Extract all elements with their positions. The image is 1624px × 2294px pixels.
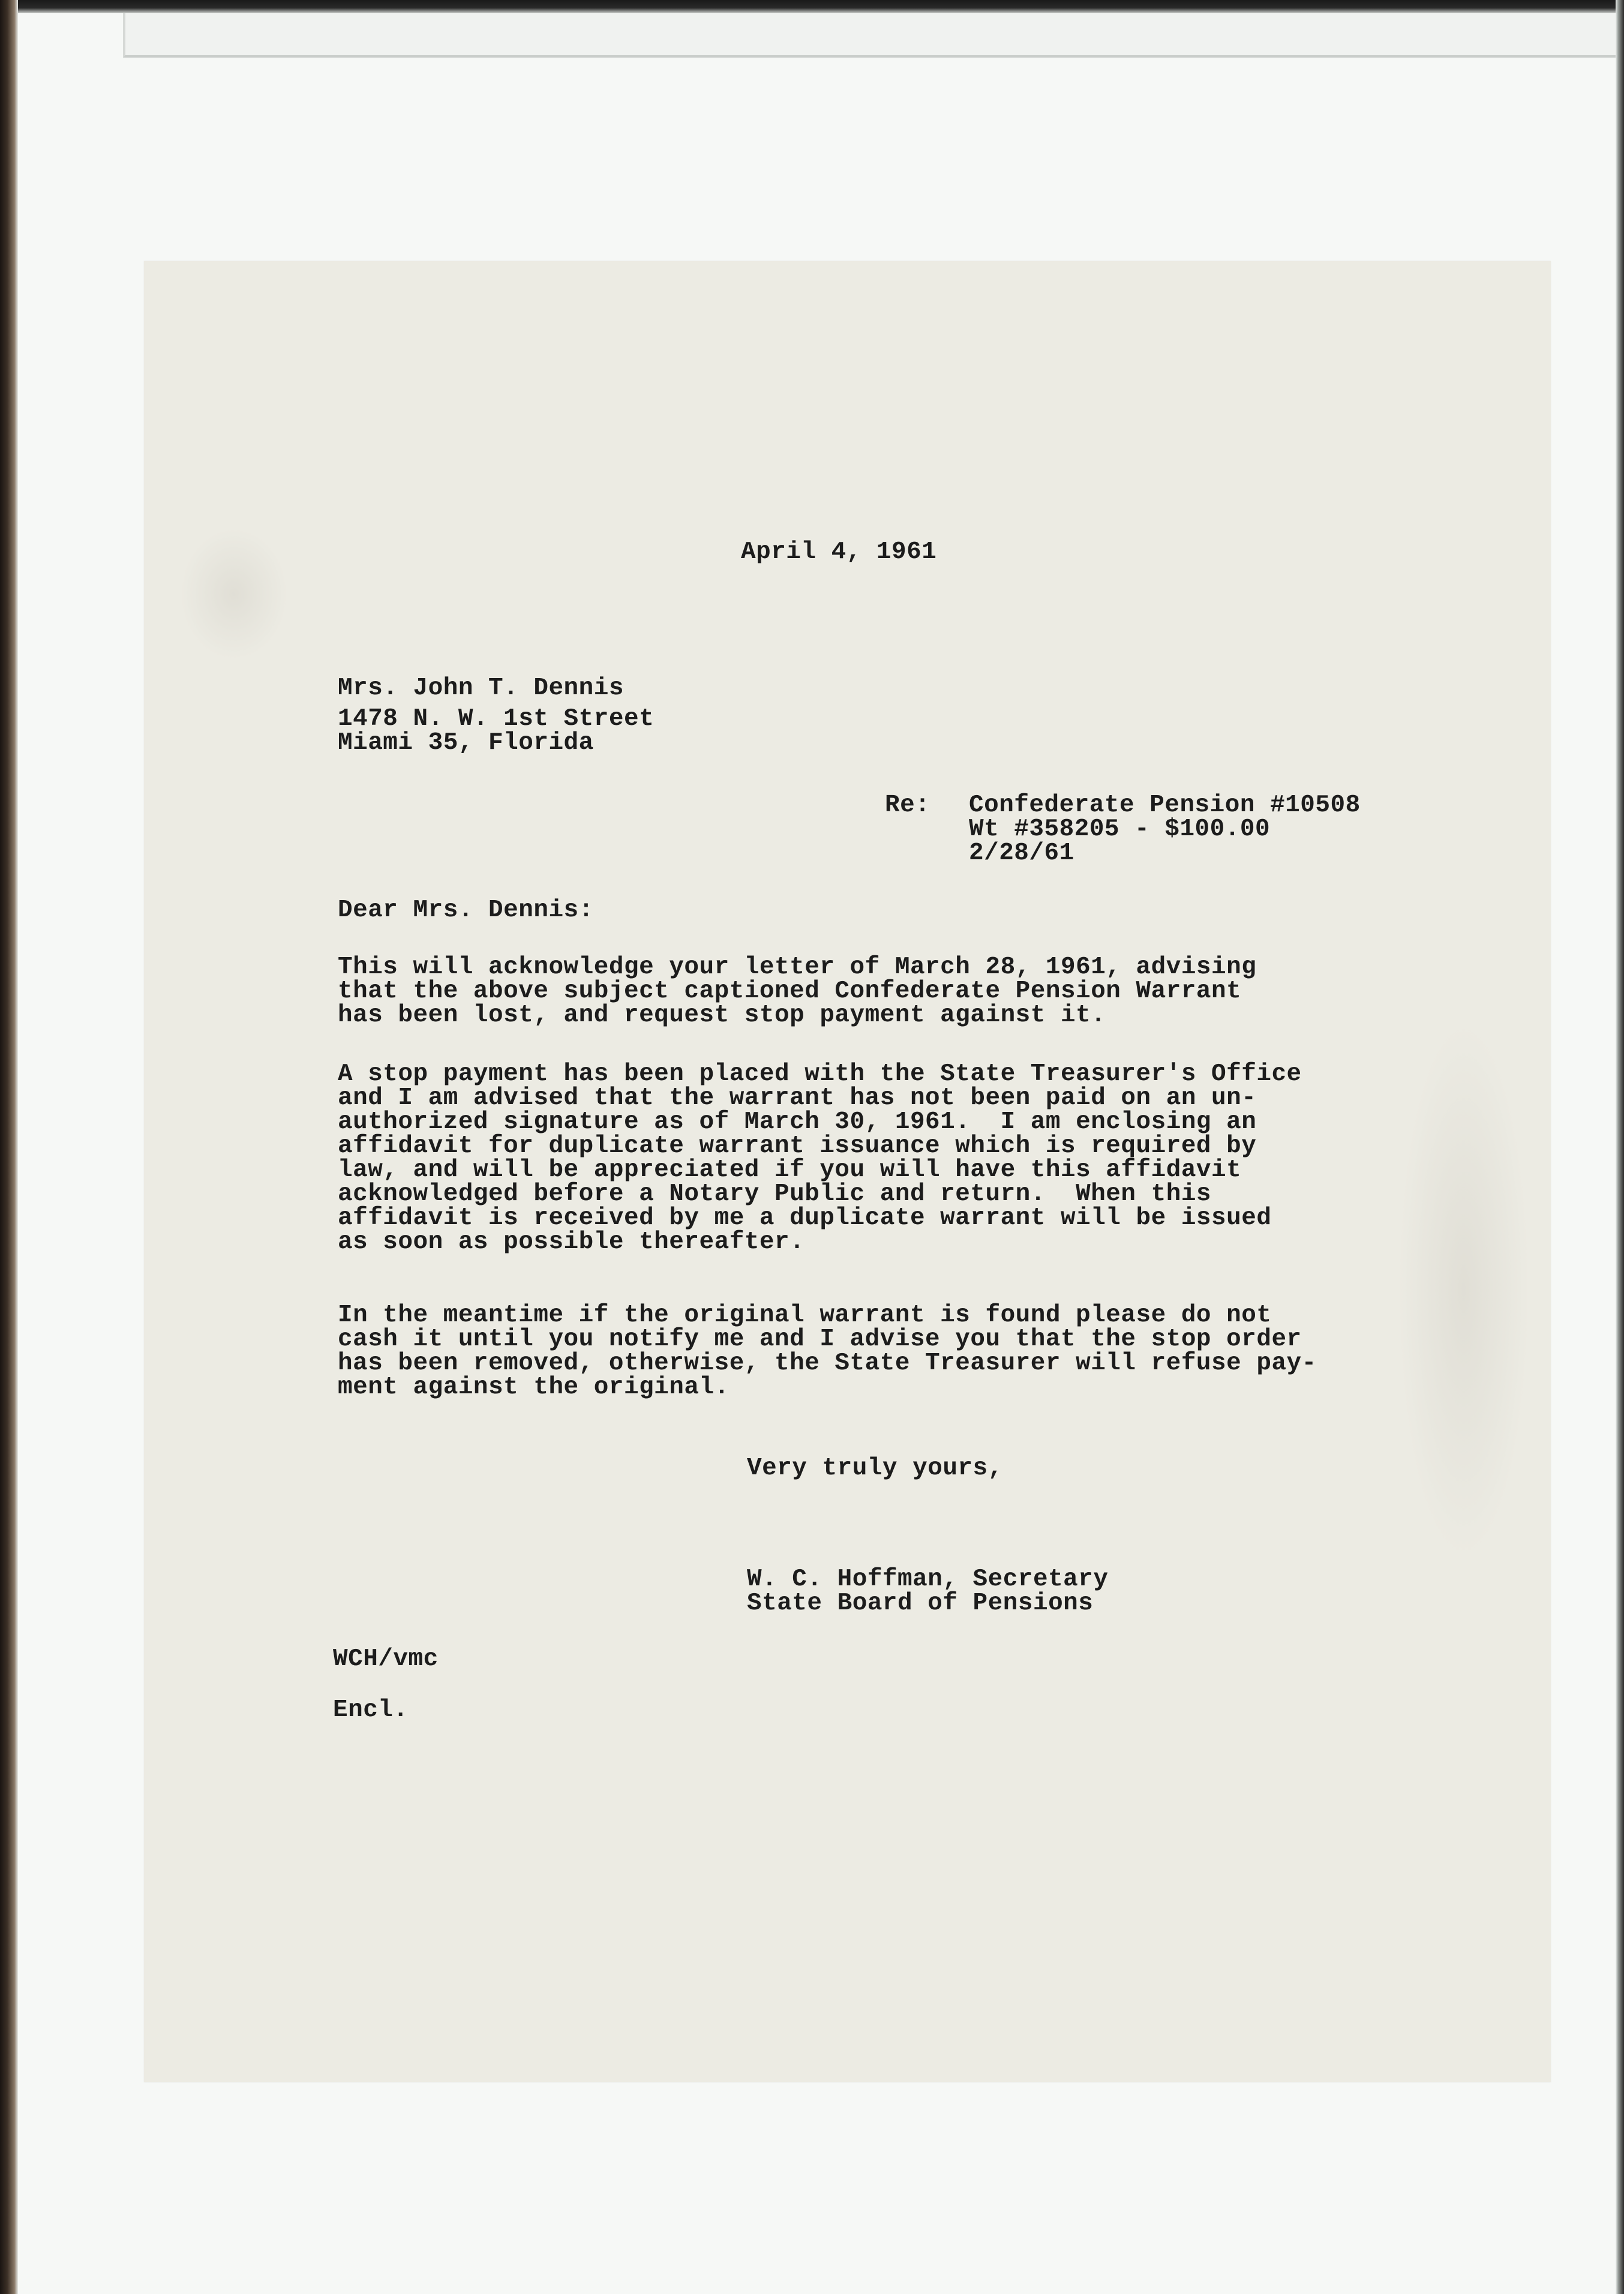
scanner-edge-left: [0, 0, 18, 2294]
paragraph-2-line: affidavit for duplicate warrant issuance which is required by: [338, 1132, 1257, 1160]
paragraph-3-line: ment against the original.: [338, 1374, 730, 1401]
paragraph-1-line: This will acknowledge your letter of March 28, 1961, advising: [338, 953, 1257, 981]
re-label: Re:: [885, 791, 930, 819]
signature-organization: State Board of Pensions: [747, 1590, 1094, 1617]
re-line-pension: Confederate Pension #10508: [969, 791, 1361, 819]
recipient-city: Miami 35, Florida: [338, 729, 594, 757]
salutation: Dear Mrs. Dennis:: [338, 896, 594, 924]
scanner-edge-top: [0, 0, 1624, 13]
enclosure-notation: Encl.: [333, 1696, 409, 1724]
re-line-date: 2/28/61: [969, 839, 1074, 867]
reference-initials: WCH/vmc: [333, 1645, 439, 1673]
closing: Very truly yours,: [747, 1455, 1003, 1482]
recipient-name: Mrs. John T. Dennis: [338, 674, 624, 702]
paragraph-2-line: affidavit is received by me a duplicate warrant will be issued: [338, 1204, 1272, 1232]
paragraph-2-line: authorized signature as of March 30, 1961. I am enclosing an: [338, 1108, 1257, 1136]
paragraph-2-line: and I am advised that the warrant has not been paid on an un-: [338, 1084, 1257, 1112]
paragraph-3-line: cash it until you notify me and I advise you that the stop order: [338, 1326, 1302, 1353]
paragraph-3-line: has been removed, otherwise, the State Treasurer will refuse pay-: [338, 1350, 1317, 1377]
signature-name-title: W. C. Hoffman, Secretary: [747, 1566, 1109, 1593]
paragraph-3-line: In the meantime if the original warrant is found please do not: [338, 1302, 1272, 1329]
paragraph-1-line: that the above subject captioned Confederate Pension Warrant: [338, 977, 1242, 1005]
paragraph-1-line: has been lost, and request stop payment against it.: [338, 1001, 1106, 1029]
re-line-warrant: Wt #358205 - $100.00: [969, 815, 1271, 843]
recipient-street: 1478 N. W. 1st Street: [338, 705, 655, 733]
paragraph-2-line: law, and will be appreciated if you will have this affidavit: [338, 1156, 1242, 1184]
paper-smudge: [1398, 1020, 1530, 1560]
scanner-edge-right: [1616, 0, 1624, 2294]
paper-smudge: [180, 528, 288, 660]
paragraph-2-line: A stop payment has been placed with the State Treasurer's Office: [338, 1060, 1302, 1088]
paragraph-2-line: as soon as possible thereafter.: [338, 1228, 805, 1256]
backing-sheet-fold: [123, 13, 1618, 58]
paragraph-2-line: acknowledged before a Notary Public and return. When this: [338, 1180, 1212, 1208]
letter-date: April 4, 1961: [741, 538, 937, 566]
